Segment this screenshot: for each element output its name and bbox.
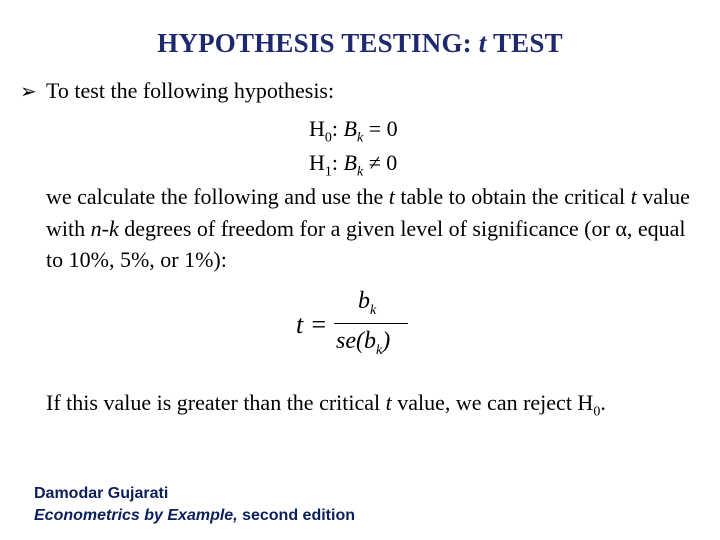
arrow-bullet-icon: ➢ xyxy=(20,81,37,103)
formula-denominator: $se(b_k)$ xyxy=(336,328,391,358)
author-name: Damodar Gujarati xyxy=(34,485,169,502)
bullet-text: To test the following hypothesis: xyxy=(46,78,335,103)
fraction-bar xyxy=(334,323,408,324)
source-credit xyxy=(34,483,355,527)
book-title: Econometrics by Example, second edition xyxy=(34,507,355,524)
t-statistic-formula xyxy=(296,288,426,366)
formula-numerator: $b_k$ xyxy=(358,288,377,318)
conclusion-text: If this value is greater than the critical t value, we can reject $H_0$. xyxy=(46,390,606,420)
alternative-hypothesis: $H_1$: $B_k \ne 0$ xyxy=(309,150,398,180)
null-hypothesis: $H_0$: $B_k = 0$ xyxy=(309,116,398,146)
formula-lhs: t = xyxy=(296,310,328,339)
slide-title: HYPOTHESIS TESTING: t TEST xyxy=(157,28,563,58)
bullet-line xyxy=(20,78,334,104)
explanation-paragraph: we calculate the following and use the t table to obtain the critical t value with n-k degrees of freedom for a given level of significance (or α, equal to 10%, 5%, or 1%): xyxy=(46,184,690,272)
